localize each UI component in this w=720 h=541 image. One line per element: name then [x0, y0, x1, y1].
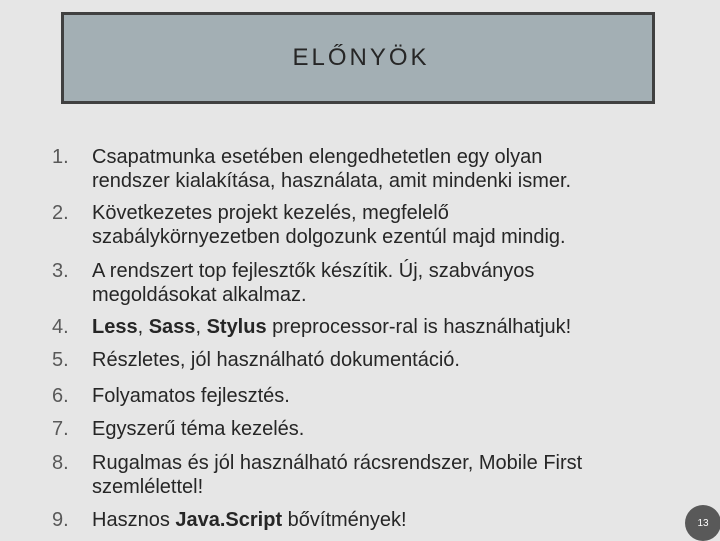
list-item-text — [92, 384, 662, 408]
list-item-line: Egyszerű téma kezelés. — [92, 418, 305, 440]
list-number: 8. — [52, 452, 69, 474]
page-number: 13 — [697, 517, 709, 529]
separator: , — [137, 316, 149, 338]
list-item-line: Következetes projekt kezelés, megfelelő — [92, 202, 449, 224]
list-item-pre: Hasznos — [92, 509, 176, 531]
list-number: 1. — [52, 146, 69, 168]
list-item-text — [92, 315, 662, 339]
list-item-rest: preprocessor-ral is használhatjuk! — [266, 316, 572, 338]
highlight-sass: Sass — [148, 316, 196, 338]
list-number: 3. — [52, 260, 69, 282]
list-item-line: A rendszert top fejlesztők készítik. Új, szabványos — [92, 260, 535, 282]
list-number: 6. — [52, 385, 69, 407]
list-item-post: bővítmények! — [282, 509, 407, 531]
list-item-line: megoldásokat alkalmaz. — [92, 284, 307, 306]
highlight-less: Less — [92, 316, 138, 338]
list-item-line: szabálykörnyezetben dolgozunk ezentúl majd mindig. — [92, 226, 566, 248]
list-item-text — [92, 508, 662, 532]
highlight-stylus: Stylus — [206, 316, 267, 338]
list-item-text — [92, 417, 662, 441]
list-item-line: Rugalmas és jól használható rácsrendszer, Mobile First — [92, 452, 583, 474]
list-item-line: Folyamatos fejlesztés. — [92, 385, 290, 407]
list-number: 7. — [52, 418, 69, 440]
list-item-line: rendszer kialakítása, használata, amit mindenki ismer. — [92, 170, 572, 192]
slide-title: ELŐNYÖK — [292, 44, 430, 71]
list-item-text — [92, 451, 662, 499]
list-item-line: szemlélettel! — [92, 476, 204, 498]
list-number: 9. — [52, 509, 69, 531]
page-number-badge — [685, 505, 720, 541]
list-item-line: Részletes, jól használható dokumentáció. — [92, 349, 460, 371]
list-item-text — [92, 145, 662, 193]
title-box — [61, 12, 655, 104]
list-item-text — [92, 348, 662, 372]
separator: , — [195, 316, 207, 338]
list-item-text — [92, 201, 662, 249]
list-item-text — [92, 259, 662, 307]
list-number: 5. — [52, 349, 69, 371]
list-item-line: Csapatmunka esetében elengedhetetlen egy olyan — [92, 146, 543, 168]
highlight-javascript: Java.Script — [175, 509, 283, 531]
list-number: 2. — [52, 202, 69, 224]
list-number: 4. — [52, 316, 69, 338]
